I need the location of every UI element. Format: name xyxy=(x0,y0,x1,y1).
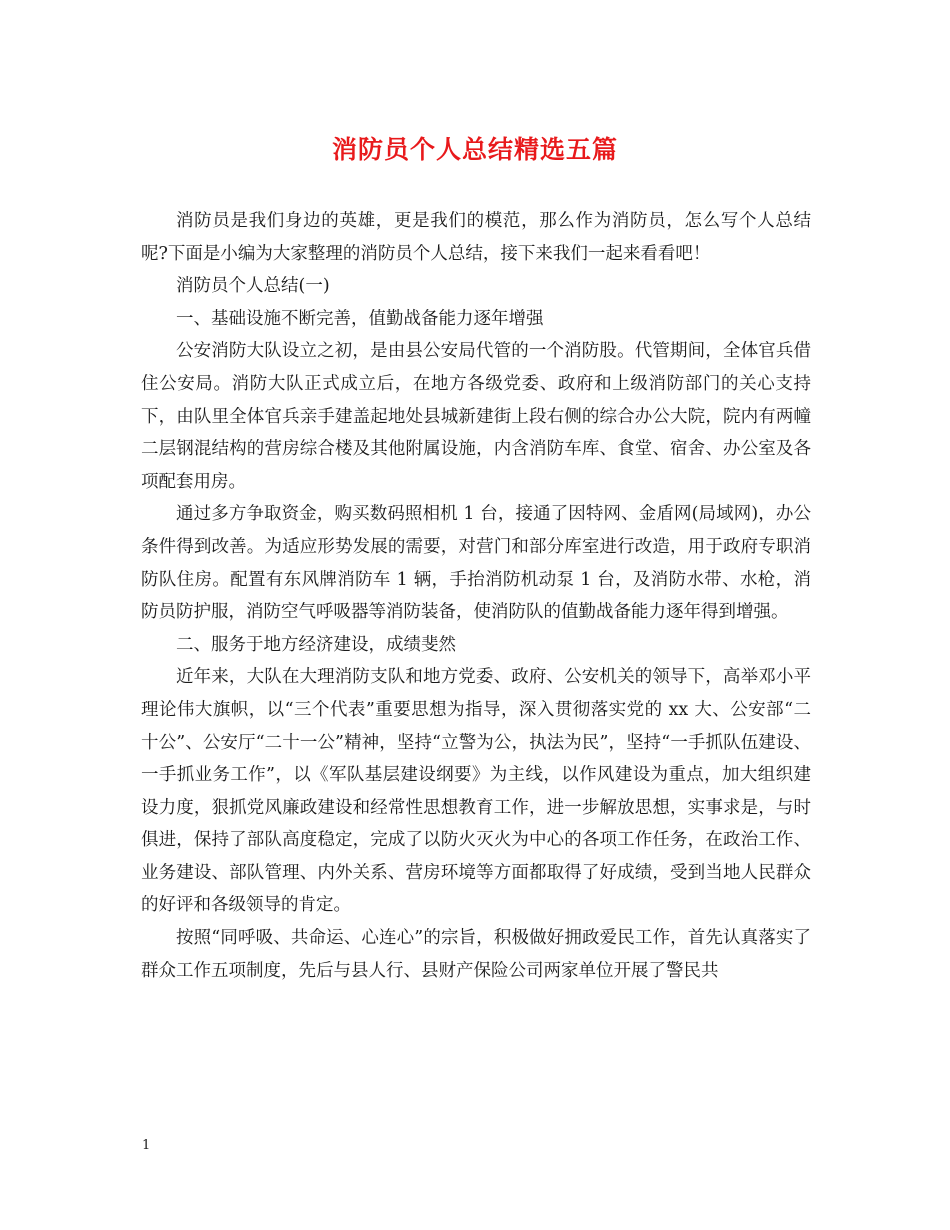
subsection-heading: 二、服务于地方经济建设，成绩斐然 xyxy=(176,634,456,655)
intro-paragraph: 消防员是我们身边的英雄，更是我们的模范，那么作为消防员，怎么写个人总结呢?下面是小编为大家整理的消防员个人总结，接下来我们一起来看看吧！ xyxy=(141,211,811,264)
body-paragraph: 公安消防大队设立之初，是由县公安局代管的一个消防股。代管期间，全体官兵借住公安局。消防大队正式成立后，在地方各级党委、政府和上级消防部门的关心支持下，由队里全体官兵亲手建盖起地处县城新建街上段右侧的综合办公大院，院内有两幢二层钢混结构的营房综合楼及其他附属设施，内含消防车库、食堂、宿舍、办公室及各项配套用房。 xyxy=(141,341,811,492)
body-paragraph: 通过多方争取资金，购买数码照相机 1 台，接通了因特网、金盾网(局域网)，办公条件得到改善。为适应形势发展的需要，对营门和部分库室进行改造，用于政府专职消防队住房。配置有东风牌消防车 1 辆，手抬消防机动泵 1 台，及消防水带、水枪，消防员防护服，消防空气呼吸器等消防装备，使消防队的值勤战备能力逐年得到增强。 xyxy=(141,504,811,623)
page-number: 1 xyxy=(142,1138,151,1153)
document-body xyxy=(141,205,811,987)
body-paragraph: 按照“同呼吸、共命运、心连心”的宗旨，积极做好拥政爱民工作，首先认真落实了群众工作五项制度，先后与县人行、县财产保险公司两家单位开展了警民共 xyxy=(141,928,811,981)
body-paragraph: 近年来，大队在大理消防支队和地方党委、政府、公安机关的领导下，高举邓小平理论伟大旗帜，以“三个代表”重要思想为指导，深入贯彻落实党的 xx 大、公安部“二十公”、公安厅“二十一公”精神，坚持“立警为公，执法为民”，坚持“一手抓队伍建设、一手抓业务工作”，以《军队基层建设纲要》为主线，以作风建设为重点，加大组织建设力度，狠抓党风廉政建设和经常性思想教育工作，进一步解放思想，实事求是，与时俱进，保持了部队高度稳定，完成了以防火灭火为中心的各项工作任务，在政治工作、业务建设、部队管理、内外关系、营房环境等方面都取得了好成绩，受到当地人民群众的好评和各级领导的肯定。 xyxy=(141,667,811,916)
section-heading: 消防员个人总结(一) xyxy=(176,276,330,297)
document-title: 消防员个人总结精选五篇 xyxy=(331,135,618,164)
subsection-heading: 一、基础设施不断完善，值勤战备能力逐年增强 xyxy=(176,308,544,329)
